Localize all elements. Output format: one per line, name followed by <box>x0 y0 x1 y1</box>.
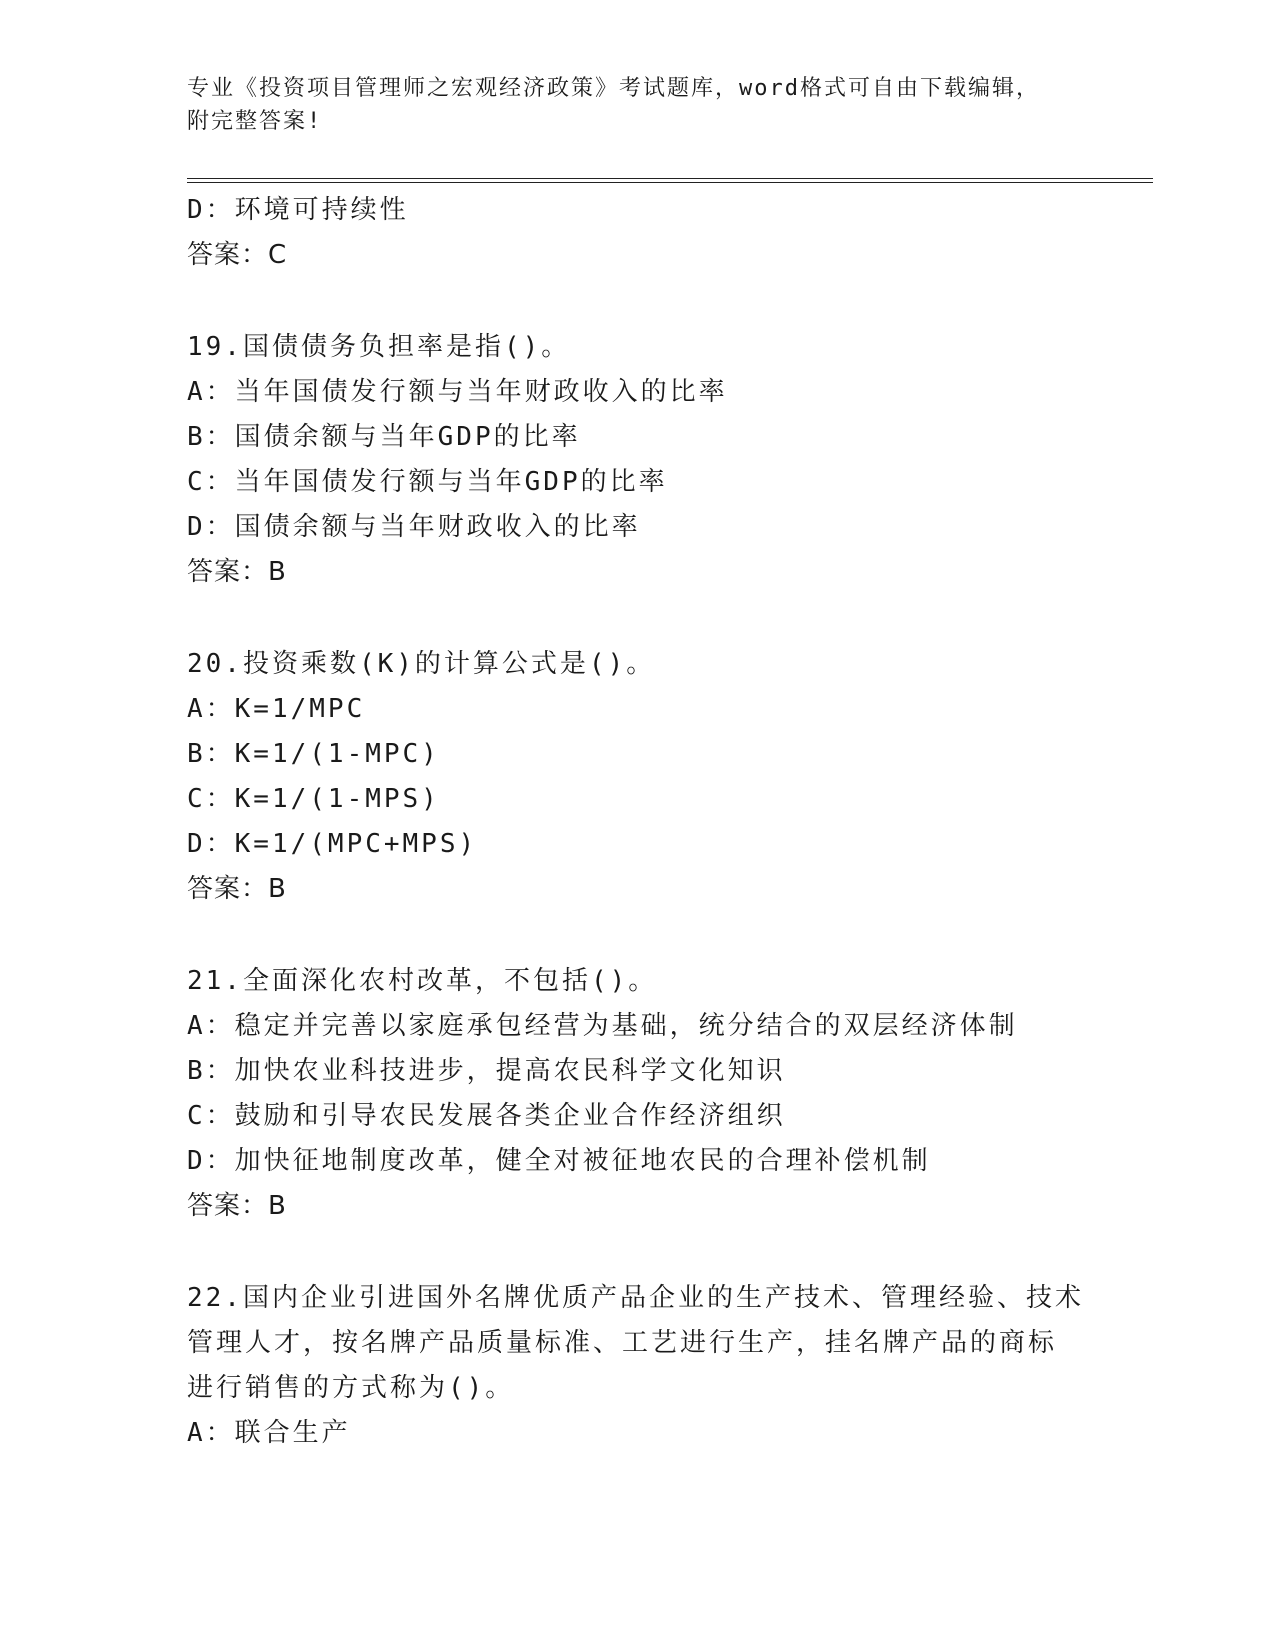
option-b: B：国债余额与当年GDP的比率 <box>187 422 581 452</box>
question-20: 20.投资乘数(K)的计算公式是()。 <box>187 649 656 679</box>
option-c: C：鼓励和引导农民发展各类企业合作经济组织 <box>187 1101 786 1131</box>
answer: 答案：C <box>187 240 288 270</box>
option-c: C：K=1/(1-MPS) <box>187 784 440 814</box>
question-list <box>187 188 1087 1456</box>
option-a: A：稳定并完善以家庭承包经营为基础，统分结合的双层经济体制 <box>187 1011 1018 1041</box>
question-22-line-2: 管理人才，按名牌产品质量标准、工艺进行生产，挂名牌产品的商标 <box>187 1328 1058 1358</box>
option-d: D：加快征地制度改革，健全对被征地农民的合理补偿机制 <box>187 1146 931 1176</box>
question-22-line-1: 22.国内企业引进国外名牌优质产品企业的生产技术、管理经验、技术 <box>187 1283 1084 1313</box>
option-d: D：环境可持续性 <box>187 195 409 225</box>
option-a: A：K=1/MPC <box>187 694 366 724</box>
question-22-line-3: 进行销售的方式称为()。 <box>187 1373 515 1403</box>
question-21: 21.全面深化农村改革，不包括()。 <box>187 966 658 996</box>
option-a: A：当年国债发行额与当年财政收入的比率 <box>187 377 728 407</box>
header-divider <box>187 178 1153 179</box>
answer: 答案：B <box>187 874 287 904</box>
page-header <box>187 72 1087 138</box>
option-b: B：加快农业科技进步，提高农民科学文化知识 <box>187 1056 786 1086</box>
answer: 答案：B <box>187 1191 287 1221</box>
option-d: D：K=1/(MPC+MPS) <box>187 829 478 859</box>
answer: 答案：B <box>187 557 287 587</box>
option-c: C：当年国债发行额与当年GDP的比率 <box>187 467 668 497</box>
question-19: 19.国债债务负担率是指()。 <box>187 332 571 362</box>
header-line-1: 专业《投资项目管理师之宏观经济政策》考试题库，word格式可自由下载编辑， <box>187 76 1040 101</box>
option-d: D：国债余额与当年财政收入的比率 <box>187 512 641 542</box>
option-b: B：K=1/(1-MPC) <box>187 739 440 769</box>
header-line-2: 附完整答案! <box>187 109 323 134</box>
option-a: A：联合生产 <box>187 1418 351 1448</box>
header-divider-2 <box>187 182 1153 183</box>
